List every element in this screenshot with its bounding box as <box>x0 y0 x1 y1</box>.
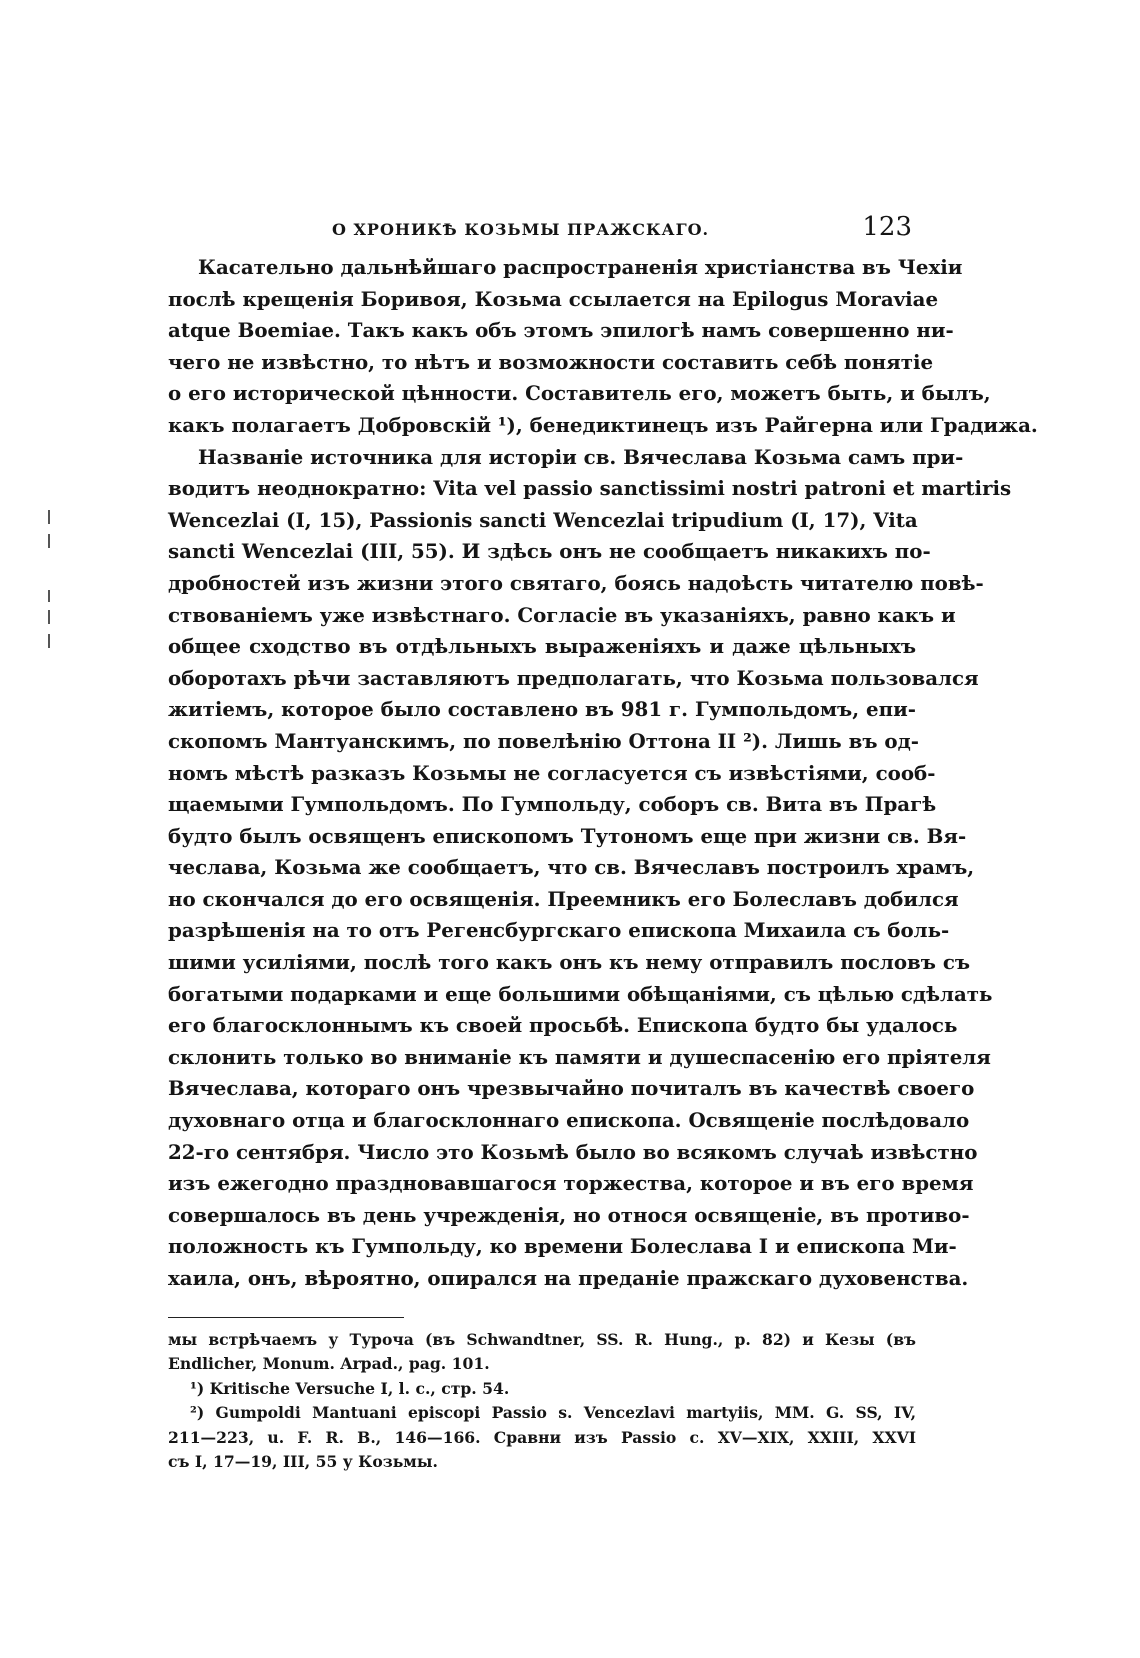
paragraph-line: хаила, онъ, вѣроятно, опирался на преданіе пражскаго духовенства. <box>168 1266 969 1290</box>
paragraph-line: оборотахъ рѣчи заставляютъ предполагать, что Козьма пользовался <box>168 665 979 690</box>
paragraph-line: положность къ Гумпольду, ко времени Болеслава I и епископа Ми- <box>168 1234 957 1259</box>
page-text <box>168 212 1038 1475</box>
paragraph-line: Wencezlai (I, 15), Passionis sancti Wencezlai tripudium (I, 17), Vita <box>168 507 918 532</box>
paragraph-line: разрѣшенія на то отъ Регенсбургскаго епископа Михаила съ боль- <box>168 918 950 943</box>
page-header <box>168 212 916 252</box>
paragraph-line: совершалось въ день учрежденія, но относя освященіе, въ противо- <box>168 1202 970 1227</box>
running-title: О ХРОНИКѢ КОЗЬМЫ ПРАЖСКАГО. <box>332 220 710 239</box>
paragraph-line: водитъ неоднократно: Vita vel passio sanctissimi nostri patroni et martiris <box>168 476 1012 501</box>
paragraph-line: какъ полагаетъ Добровскій ¹), бенедиктинецъ изъ Райгерна или Градижа. <box>168 412 1038 437</box>
paragraph-line: Вячеслава, котораго онъ чрезвычайно почиталъ въ качествѣ своего <box>168 1076 975 1101</box>
paragraph-line: чего не извѣстно, то нѣтъ и возможности составить себѣ понятіе <box>168 349 934 374</box>
paragraph-line: богатыми подарками и еще большими обѣщаніями, съ цѣлью сдѣлать <box>168 981 993 1006</box>
footnote-separator <box>168 1317 404 1318</box>
footnotes <box>168 1328 916 1475</box>
footnote-line: мы встрѣчаемъ у Туроча (въ Schwandtner, SS. R. Hung., p. 82) и Кезы (въ <box>168 1329 916 1349</box>
margin-mark <box>48 610 50 624</box>
paragraph-line: шими усиліями, послѣ того какъ онъ къ нему отправилъ пословъ съ <box>168 950 971 975</box>
paragraph-line: дробностей изъ жизни этого святаго, боясь надоѣсть читателю повѣ- <box>168 570 984 595</box>
paragraph-line: духовнаго отца и благосклоннаго епископа. Освященіе послѣдовало <box>168 1108 970 1133</box>
paragraph-line: но скончался до его освященія. Преемникъ его Болеславъ добился <box>168 886 959 911</box>
margin-mark <box>48 590 50 602</box>
footnote-line: съ I, 17—19, III, 55 у Козьмы. <box>168 1452 438 1472</box>
paragraph-line: Названіе источника для исторіи св. Вячеслава Козьма самъ при- <box>198 444 964 469</box>
paragraph-line: о его исторической цѣнности. Составитель его, можетъ быть, и былъ, <box>168 381 991 406</box>
paragraph-line: ствованіемъ уже извѣстнаго. Согласіе въ указаніяхъ, равно какъ и <box>168 602 956 627</box>
footnote-line: ¹) Kritische Versuche I, l. c., стр. 54. <box>190 1378 510 1398</box>
paragraph-line: житіемъ, которое было составлено въ 981 г. Гумпольдомъ, епи- <box>168 697 916 722</box>
paragraph-line: sancti Wencezlai (III, 55). И здѣсь онъ не сообщаетъ никакихъ по- <box>168 539 931 564</box>
paragraph-line: Касательно дальнѣйшаго распространенія христіанства въ Чехіи <box>198 255 963 279</box>
paragraph-line: будто былъ освященъ епископомъ Тутономъ еще при жизни св. Вя- <box>168 823 967 848</box>
paragraph-line: 22-го сентября. Число это Козьмѣ было во всякомъ случаѣ извѣстно <box>168 1139 978 1164</box>
paragraph-line: чеслава, Козьма же сообщаетъ, что св. Вячеславъ построилъ храмъ, <box>168 855 975 880</box>
paragraph-line: склонить только во вниманіе къ памяти и душеспасенію его пріятеля <box>168 1044 991 1069</box>
paragraph-line: номъ мѣстѣ разказъ Козьмы не согласуется съ извѣстіями, сооб- <box>168 760 936 785</box>
footnote-line: Endlicher, Monum. Arpad., pag. 101. <box>168 1354 490 1374</box>
paragraph-line: скопомъ Мантуанскимъ, по повелѣнію Оттона II ²). Лишь въ од- <box>168 728 920 753</box>
paragraph-line: изъ ежегодно праздновавшагося торжества, которое и въ его время <box>168 1171 974 1196</box>
paragraph-line: общее сходство въ отдѣльныхъ выраженіяхъ и даже цѣльныхъ <box>168 634 916 659</box>
paragraph-line: его благосклоннымъ къ своей просьбѣ. Епископа будто бы удалось <box>168 1013 958 1038</box>
paragraph-line: послѣ крещенія Боривоя, Козьма ссылается на Epilogus Moraviae <box>168 286 939 311</box>
main-text <box>168 252 1038 1295</box>
footnote-line: ²) Gumpoldi Mantuani episcopi Passio s. Vencezlavi martyiis, MM. G. SS, IV, <box>190 1403 916 1423</box>
footnote-line: 211—223, u. F. R. B., 146—166. Сравни изъ Passio c. XV—XIX, XXIII, XXVI <box>168 1427 916 1447</box>
paragraph-line: щаемыми Гумпольдомъ. По Гумпольду, соборъ св. Вита въ Прагѣ <box>168 792 937 817</box>
page-number: 123 <box>862 212 912 242</box>
margin-mark <box>48 634 50 648</box>
margin-mark <box>48 534 50 548</box>
paragraph-line: atque Boemiae. Такъ какъ объ этомъ эпилогѣ намъ совершенно ни- <box>168 318 954 343</box>
margin-mark <box>48 510 50 524</box>
